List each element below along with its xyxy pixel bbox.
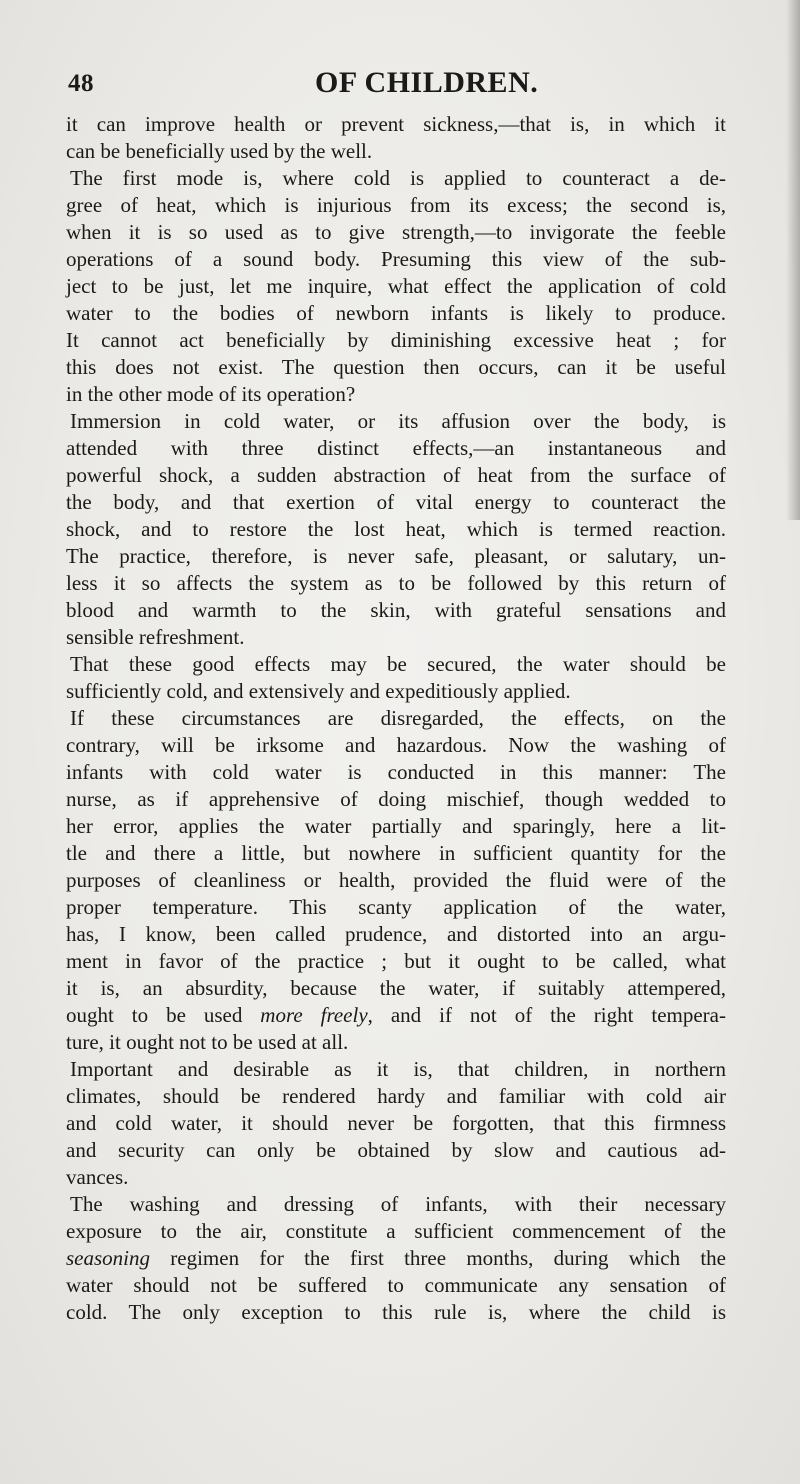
text-line: has, I know, been called prudence, and distorted into an argu-: [66, 922, 726, 946]
text-line: That these good effects may be secured, the water should be: [70, 652, 726, 676]
text-line: the body, and that exertion of vital energy to counteract the: [66, 490, 726, 514]
text-line: water should not be suffered to communicate any sensation of: [66, 1273, 726, 1297]
page-header: [68, 66, 718, 106]
text-line: contrary, will be irksome and hazardous. Now the washing of: [66, 733, 726, 757]
text-line: ought to be used more freely, and if not of the right tempera-: [66, 1003, 726, 1027]
text-line: vances.: [66, 1165, 129, 1189]
text-line: sufficiently cold, and extensively and expeditiously applied.: [66, 679, 571, 703]
text-line: and cold water, it should never be forgotten, that this firmness: [66, 1111, 726, 1135]
text-line: water to the bodies of newborn infants is likely to produce.: [66, 301, 726, 325]
running-head: OF CHILDREN.: [315, 66, 539, 99]
text-line: Important and desirable as it is, that children, in northern: [70, 1057, 726, 1081]
text-line: It cannot act beneficially by diminishing excessive heat ; for: [66, 328, 726, 352]
text-line: when it is so used as to give strength,—to invigorate the feeble: [66, 220, 726, 244]
text-line: operations of a sound body. Presuming this view of the sub-: [66, 247, 726, 271]
text-line: attended with three distinct effects,—an instantaneous and: [66, 436, 726, 460]
text-line: The practice, therefore, is never safe, pleasant, or salutary, un-: [66, 544, 726, 568]
text-line: Immersion in cold water, or its affusion over the body, is: [70, 409, 726, 433]
text-line: gree of heat, which is injurious from its excess; the second is,: [66, 193, 726, 217]
text-line: The first mode is, where cold is applied to counteract a de-: [70, 166, 726, 190]
text-line: can be beneficially used by the well.: [66, 139, 373, 163]
text-line: tle and there a little, but nowhere in sufficient quantity for the: [66, 841, 726, 865]
text-line: shock, and to restore the lost heat, which is termed reaction.: [66, 517, 726, 541]
page-edge-shadow: [786, 0, 800, 520]
page-number: 48: [68, 70, 94, 97]
text-line: blood and warmth to the skin, with grateful sensations and: [66, 598, 726, 622]
text-line: ject to be just, let me inquire, what effect the application of cold: [66, 274, 726, 298]
text-line: this does not exist. The question then occurs, can it be useful: [66, 355, 726, 379]
text-line: her error, applies the water partially and sparingly, here a lit-: [66, 814, 726, 838]
text-line: less it so affects the system as to be followed by this return of: [66, 571, 726, 595]
text-line: infants with cold water is conducted in this manner: The: [66, 760, 726, 784]
text-line: ment in favor of the practice ; but it ought to be called, what: [66, 949, 726, 973]
text-line: seasoning regimen for the first three months, during which the: [66, 1246, 726, 1270]
text-line: and security can only be obtained by slow and cautious ad-: [66, 1138, 726, 1162]
body-text: [66, 111, 726, 1326]
text-line: powerful shock, a sudden abstraction of heat from the surface of: [66, 463, 726, 487]
text-line: nurse, as if apprehensive of doing mischief, though wedded to: [66, 787, 726, 811]
text-line: exposure to the air, constitute a sufficient commencement of the: [66, 1219, 726, 1243]
text-line: The washing and dressing of infants, with their necessary: [70, 1192, 726, 1216]
text-line: it is, an absurdity, because the water, if suitably attempered,: [66, 976, 726, 1000]
text-line: cold. The only exception to this rule is, where the child is: [66, 1300, 726, 1324]
text-line: in the other mode of its operation?: [66, 382, 356, 406]
text-line: it can improve health or prevent sickness,—that is, in which it: [66, 112, 726, 136]
text-line: purposes of cleanliness or health, provided the fluid were of the: [66, 868, 726, 892]
text-line: proper temperature. This scanty application of the water,: [66, 895, 726, 919]
text-line: If these circumstances are disregarded, the effects, on the: [70, 706, 726, 730]
text-line: ture, it ought not to be used at all.: [66, 1030, 349, 1054]
text-line: sensible refreshment.: [66, 625, 245, 649]
text-line: climates, should be rendered hardy and familiar with cold air: [66, 1084, 726, 1108]
